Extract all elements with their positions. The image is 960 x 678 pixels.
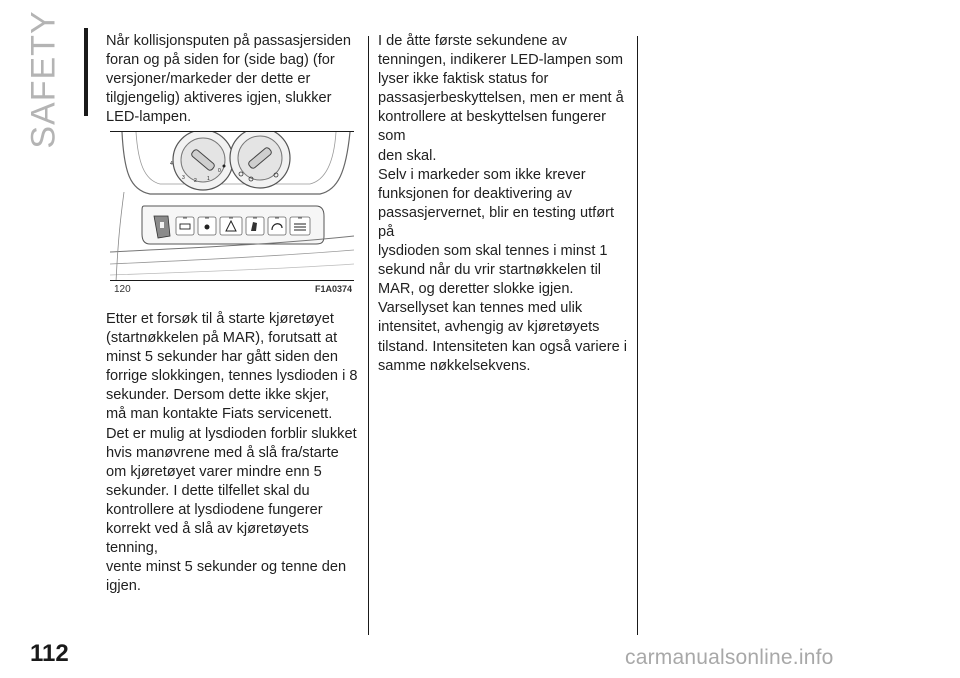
text-line: minst 5 sekunder har gått siden den	[106, 349, 339, 366]
text-line: passasjerbeskyttelsen, men er ment å	[378, 90, 624, 107]
section-tab-rule	[84, 28, 88, 116]
text-line: lyser ikke faktisk status for	[378, 71, 549, 88]
section-label: SAFETY	[24, 9, 63, 149]
seat-heater-icon	[246, 217, 264, 235]
dial-mark-1: 1	[207, 176, 210, 182]
text-line: kontrollere at beskyttelsen fungerer som	[378, 109, 606, 145]
figure-image	[110, 131, 354, 281]
dial-mark-4: 4	[170, 161, 173, 167]
section-tab	[14, 9, 74, 149]
text-line: (startnøkkelen på MAR), forutsatt at	[106, 330, 338, 347]
text-line: samme nøkkelsekvens.	[378, 357, 531, 374]
text-line: I de åtte første sekundene av	[378, 33, 568, 49]
dashboard-contour-3	[110, 264, 354, 275]
fog-light-icon	[198, 217, 216, 235]
text-line: den skal.	[378, 147, 437, 164]
text-line: funksjonen for deaktivering av	[378, 185, 572, 202]
text-line: tilgjengelig) aktiveres igjen, slukker	[106, 90, 332, 107]
text-line: intensitet, avhengig av kjøretøyets	[378, 319, 600, 336]
text-line: Når kollisjonsputen på passasjersiden	[106, 33, 351, 49]
column1-body	[106, 310, 364, 596]
column2-body	[378, 32, 634, 376]
dashboard-contour-2	[110, 250, 354, 264]
text-line: kontrollere at lysdiodene fungerer	[106, 501, 323, 518]
text-line: sekunder. I dette tilfellet skal du	[106, 482, 310, 499]
dial-mark-3: 3	[182, 175, 185, 181]
watermark: carmanualsonline.info	[625, 646, 834, 669]
text-line: sekunder. Dersom dette ikke skjer,	[106, 387, 330, 404]
text-line: passasjervernet, blir en testing utført på	[378, 204, 615, 240]
text-line: Selv i markeder som ikke krever	[378, 166, 586, 183]
text-line: vente minst 5 sekunder og tenne den	[106, 559, 347, 576]
figure-number: 120	[114, 284, 131, 295]
air-distribution-dial	[230, 132, 290, 188]
text-line: hvis manøvrene med å slå fra/starte	[106, 444, 339, 461]
text-line: LED-lampen.	[106, 109, 192, 126]
text-line: Det er mulig at lysdioden forblir slukket	[106, 425, 357, 442]
text-line: MAR, og deretter slokke igjen.	[378, 281, 574, 298]
fan-speed-dial	[170, 132, 233, 190]
text-line: foran og på siden for (side bag) (for	[106, 52, 335, 69]
hazard-warning-icon	[220, 217, 242, 235]
text-line: må man kontakte Fiats servicenett.	[106, 406, 333, 423]
heated-screen-icon	[290, 217, 310, 235]
text-line: tilstand. Intensiteten kan også variere i	[378, 338, 628, 355]
column1-intro	[106, 32, 364, 127]
text-line: Varsellyset kan tennes med ulik	[378, 300, 583, 317]
text-line: tenningen, indikerer LED-lampen som	[378, 52, 623, 69]
column-divider-1	[368, 36, 369, 635]
text-line: Etter et forsøk til å starte kjøretøyet	[106, 311, 334, 327]
column-divider-2	[637, 36, 638, 635]
dial-mark-2: 2	[194, 178, 197, 184]
text-line: sekund når du vrir startnøkkelen til	[378, 262, 602, 279]
text-line: versjoner/markeder der dette er	[106, 71, 311, 88]
text-line: om kjøretøyet varer mindre enn 5	[106, 463, 322, 480]
text-line: lysdioden som skal tennes i minst 1	[378, 243, 608, 260]
dashboard-left-edge	[116, 192, 124, 281]
rear-defrost-icon	[176, 217, 194, 235]
text-line: forrige slokkingen, tennes lysdioden i 8	[106, 368, 358, 385]
text-line: korrekt ved å slå av kjøretøyets tenning,	[106, 521, 309, 557]
figure-code: F1A0374	[314, 284, 352, 294]
dashboard-illustration	[110, 132, 354, 281]
figure-dashboard-controls	[110, 131, 354, 295]
dial-mark-0: 0	[218, 168, 221, 174]
air-recirculation-icon	[268, 217, 286, 235]
text-line: igjen.	[106, 578, 141, 595]
page-number: 112	[30, 640, 69, 667]
